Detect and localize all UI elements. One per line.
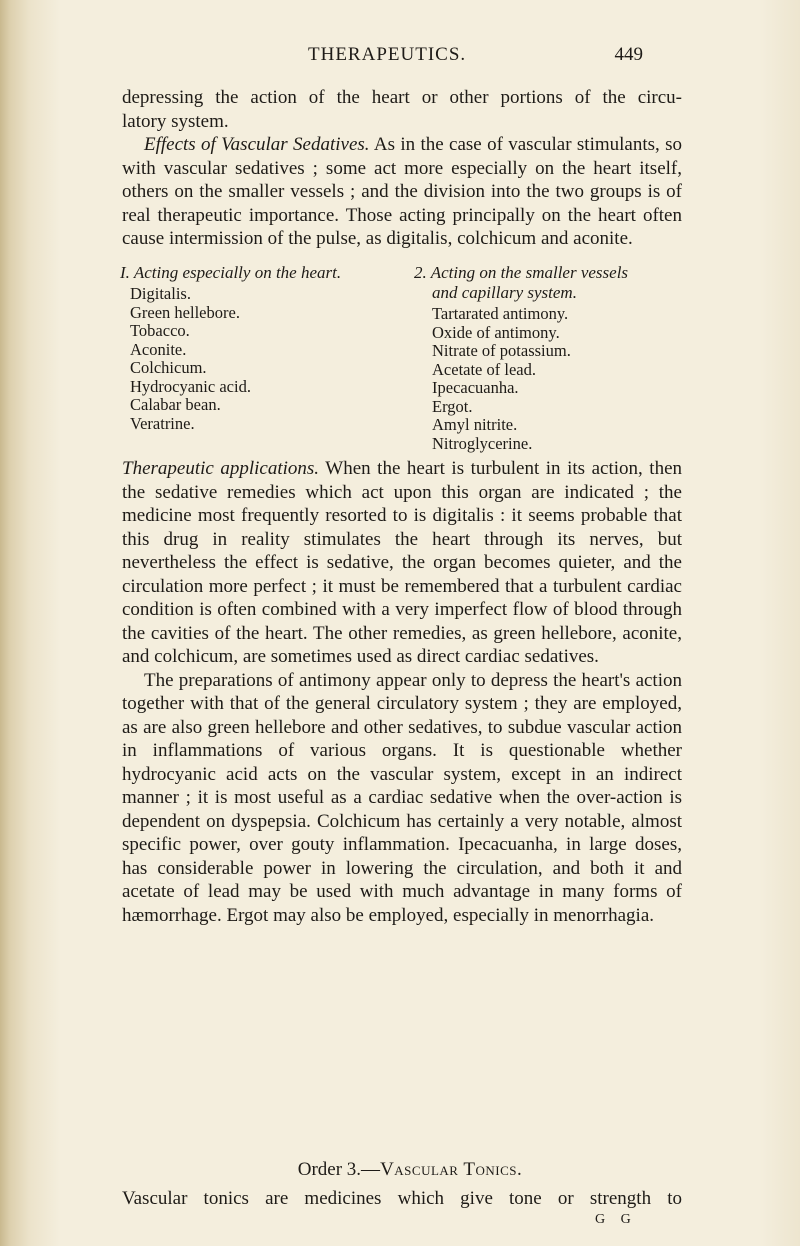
applications-paragraph (122, 457, 682, 669)
list-item: Tobacco. (130, 321, 190, 340)
running-header (0, 44, 800, 70)
group-heart-heading: I. Acting especially on the heart. (120, 263, 342, 282)
order-label: Order 3.— (297, 1159, 381, 1180)
intro-line: latory system. (122, 110, 229, 132)
group-heart (120, 263, 410, 433)
final-line: Vascular tonics are medicines which give tone or strength to (122, 1188, 682, 1209)
list-item: Acetate of lead. (432, 359, 536, 379)
list-item: Veratrine. (130, 413, 195, 433)
applications-section (122, 457, 682, 927)
list-item: Oxide of antimony. (432, 322, 560, 342)
list-item: Green hellebore. (130, 302, 240, 322)
effects-paragraph (122, 133, 682, 251)
group-vessels-subheading: and capillary system. (432, 283, 577, 302)
effects-heading: Effects of Vascular Sedatives. (144, 134, 370, 155)
intro-section (122, 86, 682, 251)
applications-text: When the heart is turbulent in its action, then the sedative remedies which act upon this organ are indicated ; the medicine most frequently resorted to is digitalis : it seems probable that this drug in reality stimulates the heart through its nerves, but nevertheless the effect is sedative, the organ becomes quieter, and the circulation more perfect ; it must be remembered that a turbulent cardiac condition is often combined with a very imperfect flow of blood through the cavities of the heart. The other remedies, as green hellebore, aconite, and colchicum, are sometimes used as direct cardiac sedatives. (122, 458, 683, 667)
running-title: THERAPEUTICS. (308, 44, 467, 65)
group-vessels-list (414, 305, 694, 453)
list-item: Aconite. (130, 339, 187, 359)
list-item: Ergot. (432, 396, 473, 416)
antimony-paragraph: The preparations of antimony appear only to depress the heart's action together with that of the general circulatory system ; they are employed, as are also green hellebore and other sedatives, to subdue vascular action in inflammations of various organs. It is questionable whether hydrocyanic acid acts on the vascular system, except in an indirect manner ; it is most useful as a cardiac sedative when the over-action is dependent on dyspepsia. Colchicum has certainly a very notable, almost specific power, over gouty inflammation. Ipecacuanha, in large doses, has considerable power in lowering the circulation, and both it and acetate of lead may be used with much advantage in many forms of hæmorrhage. Ergot may also be employed, especially in menorrhagia. (122, 669, 682, 926)
list-item: Nitrate of potassium. (432, 341, 571, 360)
sedative-groups (120, 263, 690, 453)
list-item: Ipecacuanha. (432, 378, 519, 397)
order-heading (0, 1159, 800, 1181)
list-item: Nitroglycerine. (432, 433, 533, 453)
order-title: Vascular Tonics. (380, 1159, 523, 1180)
group-vessels (414, 263, 694, 453)
list-item: Tartarated antimony. (432, 304, 569, 323)
page-number: 449 (614, 44, 643, 65)
group-vessels-heading: 2. Acting on the smaller vessels (414, 263, 629, 282)
list-item: Colchicum. (130, 358, 207, 377)
effects-text: As in the case of vascular stimulants, so with vascular sedatives ; some act more especially on the heart itself, others on the smaller vessels ; and the division into the two groups is of real therapeutic importance. Those acting principally on the heart often cause intermission of the pulse, as digitalis, colchicum and aconite. (122, 134, 683, 249)
intro-line: depressing the action of the heart or other portions of the circu- (122, 87, 682, 108)
group-heart-list (120, 285, 410, 433)
list-item: Hydrocyanic acid. (130, 376, 251, 396)
applications-heading: Therapeutic applications. (122, 458, 320, 479)
list-item: Amyl nitrite. (432, 415, 518, 434)
signature-mark: G G (595, 1212, 637, 1227)
list-item: Digitalis. (130, 284, 191, 303)
list-item: Calabar bean. (130, 395, 221, 414)
